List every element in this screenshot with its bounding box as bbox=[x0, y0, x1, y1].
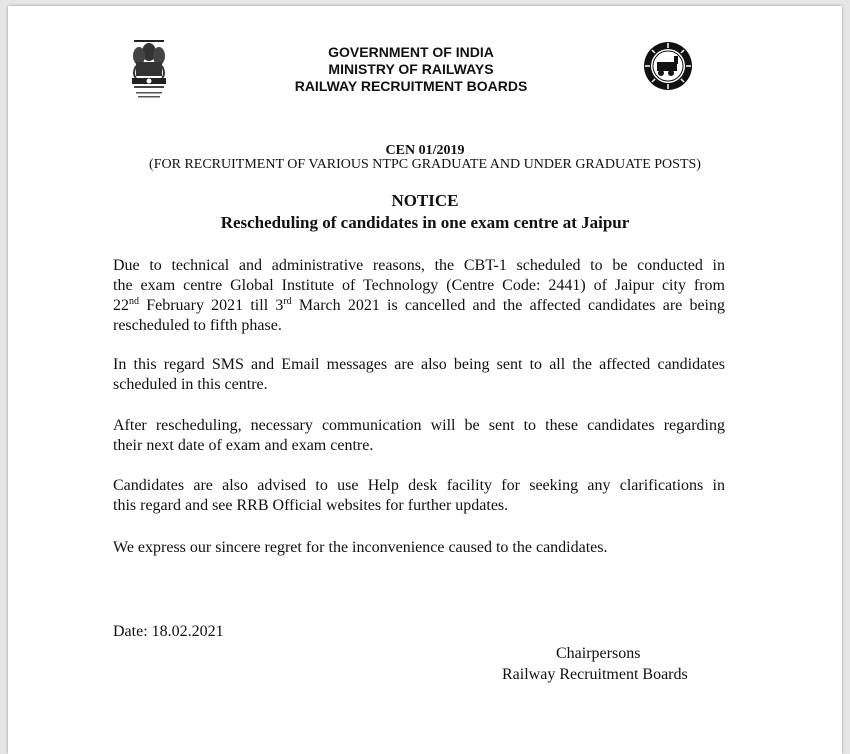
notice-title: NOTICE bbox=[391, 191, 459, 210]
paragraph-line: Candidates are also advised to use Help desk facility for seeking any clarifications in bbox=[113, 477, 725, 494]
paragraph-cancellation bbox=[113, 256, 725, 336]
paragraph-line: this regard and see RRB Official websites for further updates. bbox=[113, 497, 509, 514]
indian-railways-logo-icon bbox=[642, 40, 694, 92]
ordinal-suffix: rd bbox=[283, 296, 292, 307]
paragraph-line: In this regard SMS and Email messages are also being sent to all the affected candidates bbox=[113, 356, 725, 373]
notice-date: Date: 18.02.2021 bbox=[113, 623, 224, 640]
paragraph-line: After rescheduling, necessary communication will be sent to these candidates regarding bbox=[113, 417, 725, 434]
header-line-government: GOVERNMENT OF INDIA bbox=[328, 44, 494, 60]
signature-organization: Railway Recruitment Boards bbox=[502, 666, 688, 683]
ordinal-suffix: nd bbox=[129, 296, 139, 307]
paragraph-helpdesk bbox=[113, 476, 725, 516]
header-line-boards: RAILWAY RECRUITMENT BOARDS bbox=[294, 78, 528, 94]
paragraph-sms-email bbox=[113, 355, 725, 395]
paragraph-line: We express our sincere regret for the inconvenience caused to the candidates. bbox=[113, 539, 608, 556]
header-line-ministry: MINISTRY OF RAILWAYS bbox=[328, 61, 494, 77]
paragraph-line: Due to technical and administrative reasons, the CBT-1 scheduled to be conducted in bbox=[113, 257, 725, 274]
cen-code: CEN 01/2019 bbox=[385, 143, 465, 158]
paragraph-line: their next date of exam and exam centre. bbox=[113, 437, 374, 454]
paragraph-line: rescheduled to fifth phase. bbox=[113, 317, 282, 334]
date-text: 22 bbox=[113, 297, 129, 314]
notice-subtitle: Rescheduling of candidates in one exam centre at Jaipur bbox=[220, 213, 630, 232]
header-block bbox=[8, 44, 842, 95]
date-text: March 2021 is cancelled and the affected candidates are being bbox=[291, 297, 725, 314]
signature-title: Chairpersons bbox=[556, 645, 641, 662]
paragraph-line-dates bbox=[113, 296, 725, 316]
paragraph-communication bbox=[113, 416, 725, 456]
paragraph-line: the exam centre Global Institute of Technology (Centre Code: 2441) of Jaipur city from bbox=[113, 277, 725, 294]
paragraph-regret bbox=[113, 538, 725, 558]
paragraph-line: scheduled in this centre. bbox=[113, 376, 268, 393]
cen-subtitle: (FOR RECRUITMENT OF VARIOUS NTPC GRADUATE AND UNDER GRADUATE POSTS) bbox=[149, 157, 701, 172]
document-page bbox=[8, 6, 842, 754]
date-text: February 2021 till 3 bbox=[139, 297, 284, 314]
